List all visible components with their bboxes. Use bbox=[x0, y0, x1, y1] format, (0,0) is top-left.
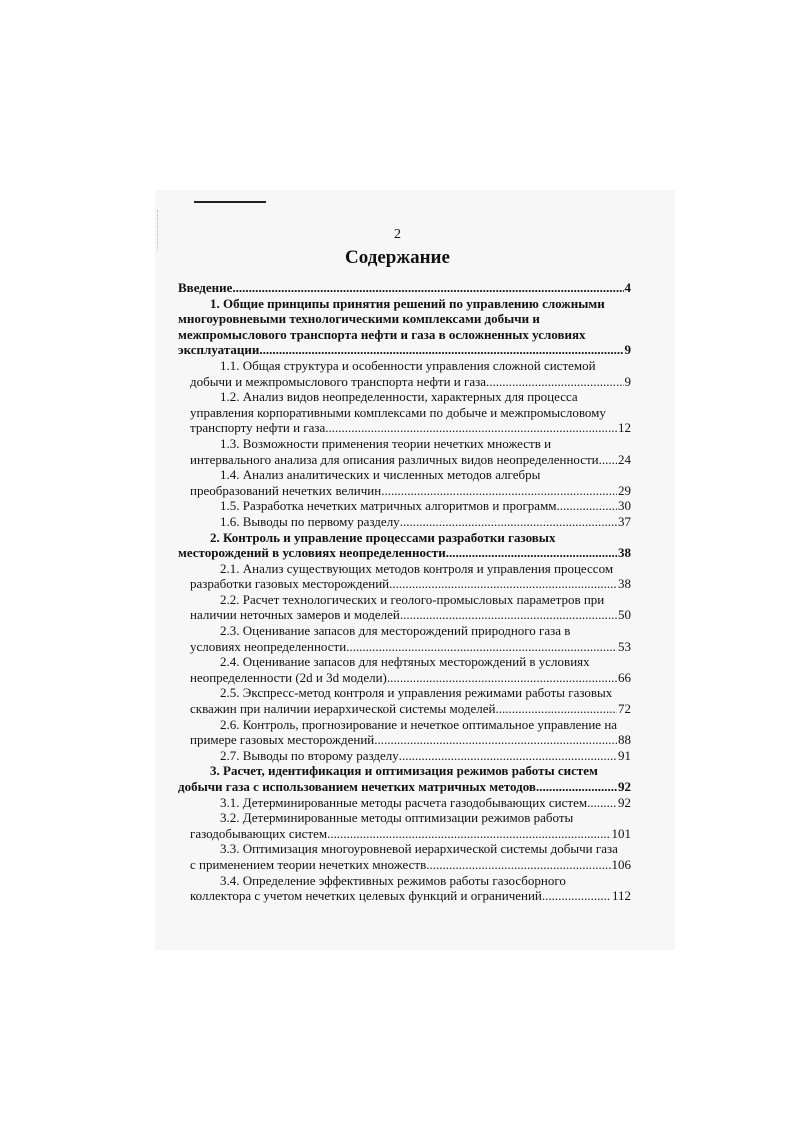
table-of-contents bbox=[178, 280, 631, 904]
toc-entry bbox=[178, 498, 631, 514]
toc-entry-text: скважин при наличии иерархической системы моделей bbox=[190, 701, 496, 717]
toc-entry-final-line bbox=[178, 826, 631, 842]
toc-entry-text: 2.7. Выводы по второму разделу bbox=[220, 747, 399, 763]
dot-leader bbox=[400, 607, 617, 623]
toc-page-number: 24 bbox=[618, 451, 631, 467]
toc-entry-text: коллектора с учетом нечетких целевых функций и ограничений bbox=[190, 888, 542, 904]
toc-entry-text: преобразований нечетких величин bbox=[190, 482, 382, 498]
toc-entry-line: 3.2. Детерминированные методы оптимизации режимов работы bbox=[220, 810, 574, 826]
toc-entry bbox=[178, 561, 631, 592]
toc-entry-text: 1.5. Разработка нечетких матричных алгоритмов и программ bbox=[220, 498, 557, 514]
toc-entry-final-line bbox=[178, 701, 631, 717]
toc-entry-final-line bbox=[178, 795, 631, 811]
toc-entry-text: условиях неопределенности bbox=[190, 638, 347, 654]
toc-entry bbox=[178, 436, 631, 467]
toc-entry bbox=[178, 623, 631, 654]
toc-entry-final-line bbox=[178, 732, 631, 748]
toc-entry-text: 1.6. Выводы по первому разделу bbox=[220, 513, 400, 529]
toc-entry-line: 2.2. Расчет технологических и геолого-промысловых параметров при bbox=[220, 591, 605, 607]
toc-entry-line: 1.2. Анализ видов неопределенности, характерных для процесса bbox=[220, 389, 578, 405]
toc-entry-final-line bbox=[178, 280, 631, 296]
toc-entry bbox=[178, 795, 631, 811]
toc-entry-text: Введение bbox=[178, 280, 233, 295]
toc-entry-text: наличии неточных замеров и моделей bbox=[190, 607, 400, 623]
toc-entry-text: транспорту нефти и газа bbox=[190, 420, 326, 436]
toc-entry-text: разработки газовых месторождений bbox=[190, 576, 390, 592]
toc-entry-text: добычи и межпромыслового транспорта нефти и газа bbox=[190, 373, 487, 389]
toc-entry-final-line bbox=[178, 779, 631, 795]
toc-entry-final-line bbox=[178, 748, 631, 764]
toc-entry-line: управления корпоративными комплексами по добыче и межпромысловому bbox=[190, 404, 606, 420]
toc-entry-final-line bbox=[178, 888, 631, 904]
toc-page-number: 92 bbox=[618, 794, 631, 810]
toc-entry bbox=[178, 810, 631, 841]
toc-entry bbox=[178, 685, 631, 716]
toc-page-number: 88 bbox=[618, 732, 631, 748]
dot-leader bbox=[426, 857, 610, 873]
toc-entry-line: 1.3. Возможности применения теории нечетких множеств и bbox=[220, 435, 552, 451]
toc-page-number: 106 bbox=[611, 856, 631, 872]
toc-entry-final-line bbox=[178, 374, 631, 390]
toc-entry-text: эксплуатации bbox=[178, 342, 260, 358]
toc-page-number: 30 bbox=[618, 498, 631, 514]
toc-entry-line: 1.4. Анализ аналитических и численных методов алгебры bbox=[220, 467, 541, 483]
toc-page-number: 92 bbox=[618, 779, 631, 794]
dot-leader bbox=[599, 452, 617, 468]
toc-entry bbox=[178, 530, 631, 561]
toc-entry-line: межпромыслового транспорта нефти и газа в осложненных условиях bbox=[178, 326, 586, 342]
toc-entry-line: 3. Расчет, идентификация и оптимизация режимов работы систем bbox=[210, 763, 598, 779]
dot-leader bbox=[327, 826, 610, 842]
dot-leader bbox=[446, 545, 617, 561]
toc-entry-text: газодобывающих систем bbox=[190, 825, 328, 841]
toc-entry-line: 2.1. Анализ существующих методов контроля и управления процессом bbox=[220, 560, 614, 576]
toc-entry bbox=[178, 358, 631, 389]
dot-leader bbox=[374, 732, 617, 748]
dot-leader bbox=[399, 748, 617, 764]
toc-page-number: 50 bbox=[618, 607, 631, 623]
toc-entry-final-line bbox=[178, 607, 631, 623]
toc-entry-line: многоуровневыми технологическими комплексами добычи и bbox=[178, 311, 540, 327]
toc-page-number: 4 bbox=[624, 280, 631, 295]
toc-page-number: 112 bbox=[611, 888, 631, 904]
toc-entry bbox=[178, 748, 631, 764]
toc-page-number: 12 bbox=[618, 420, 631, 436]
toc-page-number: 29 bbox=[618, 482, 631, 498]
toc-entry-text: добычи газа с использованием нечетких матричных методов bbox=[178, 779, 536, 794]
dot-leader bbox=[486, 374, 623, 390]
scan-edge-mark bbox=[194, 201, 266, 203]
toc-entry-line: 2.4. Оценивание запасов для нефтяных месторождений в условиях bbox=[220, 654, 590, 670]
toc-entry bbox=[178, 467, 631, 498]
toc-page-number: 38 bbox=[618, 576, 631, 592]
toc-entry-text: с применением теории нечетких множеств bbox=[190, 856, 427, 872]
toc-page-number: 91 bbox=[618, 747, 631, 763]
toc-entry-line: 1.1. Общая структура и особенности управления сложной системой bbox=[220, 357, 596, 373]
toc-entry-final-line bbox=[178, 342, 631, 358]
toc-entry-text: 3.1. Детерминированные методы расчета газодобывающих систем bbox=[220, 794, 588, 810]
dot-leader bbox=[557, 498, 617, 514]
toc-entry-text: примере газовых месторождений bbox=[190, 732, 375, 748]
toc-entry-text: месторождений в условиях неопределенности bbox=[178, 545, 446, 561]
dot-leader bbox=[542, 888, 611, 904]
toc-entry bbox=[178, 717, 631, 748]
toc-page-number: 37 bbox=[618, 513, 631, 529]
toc-page-number: 101 bbox=[611, 825, 631, 841]
toc-page-number: 9 bbox=[624, 342, 631, 358]
dot-leader bbox=[387, 670, 617, 686]
toc-entry bbox=[178, 841, 631, 872]
toc-entry bbox=[178, 592, 631, 623]
dot-leader bbox=[259, 342, 623, 358]
dot-leader bbox=[536, 779, 617, 795]
toc-entry bbox=[178, 654, 631, 685]
toc-entry-line: 2.3. Оценивание запасов для месторождений природного газа в bbox=[220, 623, 571, 639]
dot-leader bbox=[325, 420, 617, 436]
toc-entry-final-line bbox=[178, 514, 631, 530]
toc-entry-final-line bbox=[178, 670, 631, 686]
toc-entry-final-line bbox=[178, 576, 631, 592]
dot-leader bbox=[389, 576, 617, 592]
toc-entry bbox=[178, 389, 631, 436]
toc-page-number: 53 bbox=[618, 638, 631, 654]
dot-leader bbox=[381, 483, 617, 499]
dot-leader bbox=[400, 514, 617, 530]
dot-leader bbox=[495, 701, 617, 717]
page-number: 2 bbox=[394, 227, 401, 242]
toc-entry-text: неопределенности (2d и 3d модели) bbox=[190, 669, 387, 685]
page-title: Содержание bbox=[345, 247, 450, 268]
toc-entry-final-line bbox=[178, 498, 631, 514]
toc-page-number: 9 bbox=[624, 373, 631, 389]
toc-entry bbox=[178, 873, 631, 904]
toc-entry bbox=[178, 280, 631, 296]
toc-entry bbox=[178, 296, 631, 358]
toc-entry bbox=[178, 514, 631, 530]
toc-entry-line: 2.5. Экспресс-метод контроля и управления режимами работы газовых bbox=[220, 685, 613, 701]
toc-entry-line: 3.4. Определение эффективных режимов работы газосборного bbox=[220, 872, 566, 888]
toc-entry-line: 2. Контроль и управление процессами разработки газовых bbox=[210, 529, 556, 545]
toc-page-number: 38 bbox=[618, 545, 631, 561]
toc-page-number: 66 bbox=[618, 669, 631, 685]
toc-entry-line: 2.6. Контроль, прогнозирование и нечеткое оптимальное управление на bbox=[220, 716, 618, 732]
toc-page-number: 72 bbox=[618, 701, 631, 717]
toc-entry-final-line bbox=[178, 639, 631, 655]
toc-entry-final-line bbox=[178, 483, 631, 499]
toc-entry-line: 1. Общие принципы принятия решений по управлению сложными bbox=[210, 295, 605, 311]
dot-leader bbox=[346, 639, 617, 655]
toc-entry bbox=[178, 763, 631, 794]
toc-entry-line: 3.3. Оптимизация многоуровневой иерархической системы добычи газа bbox=[220, 841, 618, 857]
dot-leader bbox=[587, 795, 617, 811]
toc-entry-final-line bbox=[178, 857, 631, 873]
toc-entry-text: интервального анализа для описания различных видов неопределенности bbox=[190, 451, 599, 467]
toc-entry-final-line bbox=[178, 545, 631, 561]
toc-entry-final-line bbox=[178, 452, 631, 468]
dot-leader bbox=[232, 280, 623, 296]
toc-entry-final-line bbox=[178, 420, 631, 436]
